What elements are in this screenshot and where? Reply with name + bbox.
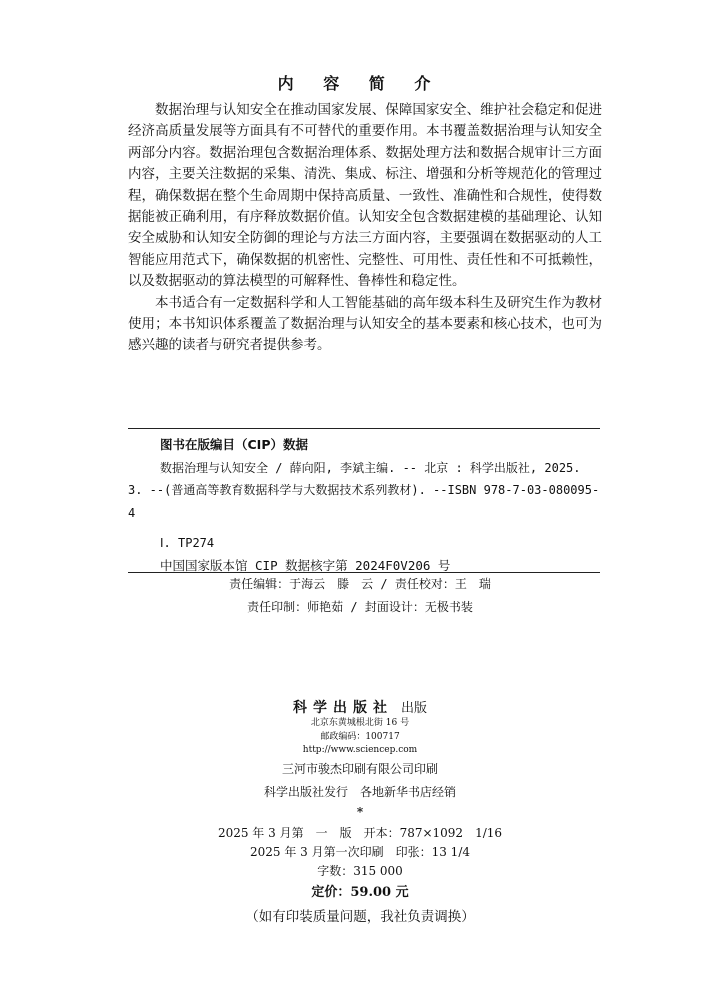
publisher-address: 北京东黄城根北街 16 号 — [310, 718, 410, 728]
publisher-suffix: 出版 — [400, 701, 427, 716]
cip-bottom-rule — [128, 572, 600, 573]
intro-title: 内 容 简 介 — [277, 74, 443, 93]
word-count: 字数：315 000 — [317, 864, 403, 878]
cip-classification: Ⅰ. TP274 — [160, 536, 215, 550]
printer: 三河市骏杰印刷有限公司印刷 — [281, 762, 438, 776]
intro-text — [128, 100, 602, 357]
cip-top-rule — [128, 428, 600, 429]
publisher-website: http://www.sciencep.com — [302, 745, 418, 755]
edition-info: 2025 年 3 月第 一 版 开本：787×1092 1/16 — [217, 826, 503, 840]
printing-info: 2025 年 3 月第一次印刷 印张：13 1/4 — [249, 845, 470, 859]
intro-paragraph: 本书适合有一定数据科学和人工智能基础的高年级本科生及研究生作为教材使用；本书知识体系覆盖了数据治理与认知安全的基本要素和核心技术，也可为感兴趣的读者与研究者提供参考。 — [128, 294, 602, 354]
publisher-postcode: 邮政编码：100717 — [320, 732, 400, 742]
star-separator: * — [356, 805, 364, 819]
editors-line-1: 责任编辑：于海云 滕 云 / 责任校对：王 瑞 — [229, 577, 491, 591]
cip-title: 图书在版编目（CIP）数据 — [160, 437, 308, 452]
publisher-name: 科学出版社 — [292, 700, 393, 716]
intro-paragraph: 数据治理与认知安全在推动国家发展、保障国家安全、维护社会稳定和促进经济高质量发展等方面具有不可替代的重要作用。本书覆盖数据治理与认知安全两部分内容。数据治理包含数据治理体系、数据处理方法和数据合规审计三方面内容，主要关注数据的采集、清洗、集成、标注、增强和分析等规范化的管理过程，确保数据在整个生命周期中保持高质量、一致性、准确性和合规性，使得数据能被正确利用，有序释放数据价值。认知安全包含数据建模的基础理论、认知安全威胁和认知安全防御的理论与方法三方面内容，主要强调在数据驱动的人工智能应用范式下，确保数据的机密性、完整性、可用性、责任性和不可抵赖性，以及数据驱动的算法模型的可解释性、鲁棒性和稳定性。 — [128, 102, 602, 290]
quality-notice: （如有印装质量问题，我社负责调换） — [245, 909, 475, 925]
cip-entry: 数据治理与认知安全 / 薛向阳, 李斌主编. -- 北京 : 科学出版社, 2025. 3. --(普通高等教育数据科学与大数据技术系列教材). --ISBN 978-7-03-080095-4 — [128, 460, 600, 520]
distribution: 科学出版社发行 各地新华书店经销 — [263, 785, 456, 799]
price: 定价：59.00 元 — [311, 885, 409, 900]
publisher-heading — [0, 697, 720, 717]
cip-number: 中国国家版本馆 CIP 数据核字第 2024F0V206 号 — [160, 557, 451, 573]
editors-line-2: 责任印制：师艳茹 / 封面设计：无极书装 — [247, 600, 473, 614]
cip-block — [128, 434, 600, 577]
